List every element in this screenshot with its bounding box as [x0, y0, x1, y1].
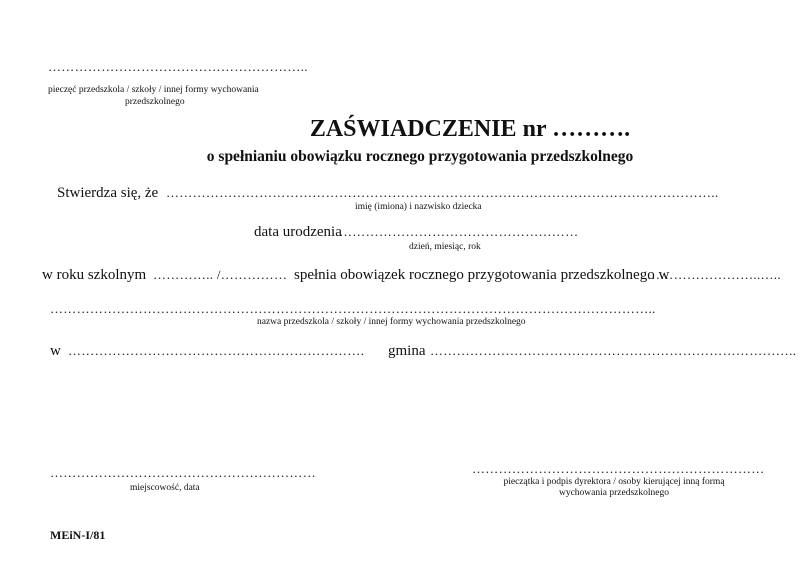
form-code: MEiN-I/81 — [50, 528, 106, 542]
locality-field[interactable]: …………………………………………………………. — [68, 343, 365, 358]
birth-date-caption: dzień, miesiąc, rok — [409, 242, 481, 252]
child-name-field[interactable]: …………………………………………………………………………………………………………….. — [166, 185, 719, 200]
director-signature-field[interactable]: ………………………………………………………… — [472, 461, 765, 476]
document-subtitle: o spełnianiu obowiązku rocznego przygotowania przedszkolnego — [206, 148, 634, 165]
school-year-label: w roku szkolnym — [42, 267, 147, 283]
stamp-dotted-line[interactable]: ………………………………………………….. — [48, 59, 308, 74]
stamp-caption-line2: przedszkolnego — [125, 97, 185, 107]
institution-name-field[interactable]: ……………………………………………………………………………………………………………………….. — [50, 301, 656, 316]
child-name-caption: imię (imiona) i nazwisko dziecka — [355, 202, 482, 212]
director-signature-caption-line2: wychowania przedszkolnego — [558, 487, 669, 498]
birth-date-field[interactable]: ……………………………………………… — [339, 224, 579, 239]
locality-label: w — [50, 343, 61, 359]
obligation-text: spełnia obowiązek rocznego przygotowania przedszkolnego w — [294, 267, 670, 283]
place-date-caption: miejscowość, data — [130, 483, 200, 493]
institution-type-field[interactable]: ……………………..….. — [647, 267, 781, 282]
municipality-field[interactable]: ……………………………………………………………………….. — [430, 343, 797, 358]
birth-date-label: data urodzenia — [254, 224, 342, 240]
institution-name-caption: nazwa przedszkola / szkoły / innej formy wychowania przedszkolnego — [257, 317, 526, 327]
director-signature-caption-line1: pieczątka i podpis dyrektora / osoby kierującej inną formą — [503, 477, 725, 487]
municipality-label: gmina — [388, 343, 426, 359]
school-year-field[interactable]: ………….. /…………… — [153, 267, 288, 282]
document-title: ZAŚWIADCZENIE nr ………. — [309, 116, 631, 142]
child-name-label: Stwierdza się, że — [57, 185, 159, 201]
place-date-field[interactable]: …………………………………………………… — [50, 465, 316, 480]
stamp-caption-line1: pieczęć przedszkola / szkoły / innej formy wychowania — [48, 85, 259, 95]
